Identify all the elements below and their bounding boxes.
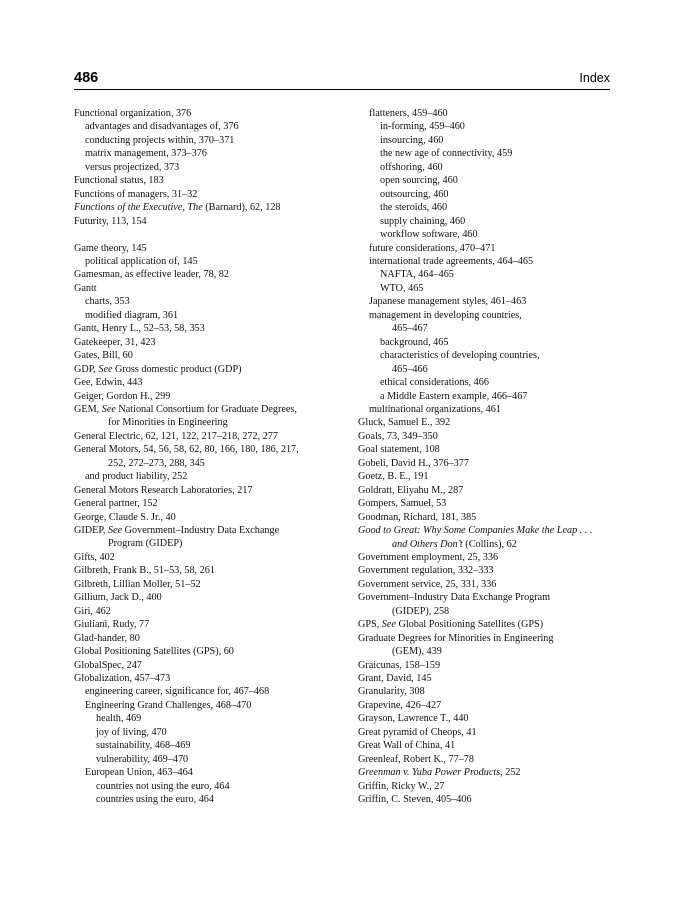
index-subsubentry: supply chaining, 460 <box>380 215 466 227</box>
index-entry-continuation: (GEM), 439 <box>392 646 442 658</box>
index-subsubentry: open sourcing, 460 <box>380 175 458 187</box>
index-subentry: advantages and disadvantages of, 376 <box>85 121 239 133</box>
see-reference: See <box>98 363 113 375</box>
index-entry: Gillium, Jack D., 400 <box>74 592 162 604</box>
index-entry <box>74 524 336 537</box>
entry-pages: (Barnard), 62, 128 <box>202 202 281 214</box>
index-entry: Great pyramid of Cheops, 41 <box>358 726 477 738</box>
index-subsubentry: background, 465 <box>380 336 449 348</box>
index-entry: Glad-hander, 80 <box>74 632 140 644</box>
index-entry: Giuliani, Rudy, 77 <box>74 619 150 631</box>
index-entry: Functional status, 183 <box>74 175 164 187</box>
index-subentry: political application of, 145 <box>85 255 198 267</box>
index-entry: GlobalSpec, 247 <box>74 659 142 671</box>
entry-target: Gross domestic product (GDP) <box>112 363 242 375</box>
index-entry: Grapevine, 426–427 <box>358 699 442 711</box>
index-entry: Griffin, C. Steven, 405–406 <box>358 794 472 806</box>
index-entry-continuation: for Minorities in Engineering <box>108 417 228 429</box>
entry-target: National Consortium for Graduate Degrees, <box>115 403 297 415</box>
book-title: Functions of the Executive, The <box>74 202 203 214</box>
index-entry: Futurity, 113, 154 <box>74 215 147 227</box>
see-reference: See <box>107 525 123 537</box>
index-entry: Gilbreth, Frank B., 51–53, 58, 261 <box>74 565 215 577</box>
index-subsubentry: sustainability, 468–469 <box>96 740 191 752</box>
index-entry: Goldratt, Eliyahu M., 287 <box>358 484 464 496</box>
index-subsubentry: health, 469 <box>96 713 142 725</box>
index-entry: George, Claude S. Jr., 40 <box>74 511 176 523</box>
index-entry-continuation: 252, 272–273, 288, 345 <box>108 457 205 469</box>
index-subsubentry: ethical considerations, 466 <box>380 377 489 389</box>
index-entry: Game theory, 145 <box>74 242 147 254</box>
entry-term: GEM, <box>74 403 102 415</box>
index-entry-continuation: Program (GIDEP) <box>108 538 183 550</box>
index-entry: Government–Industry Data Exchange Program <box>358 592 551 604</box>
entry-term: GIDEP, <box>74 525 108 537</box>
entry-pages: , 252 <box>500 767 521 779</box>
index-column-right <box>358 107 620 807</box>
index-entry: Government service, 25, 331, 336 <box>358 578 497 590</box>
index-subentry: management in developing countries, <box>369 309 522 321</box>
index-entry: General Motors, 54, 56, 58, 62, 80, 166, 180, 186, 217, <box>74 444 299 456</box>
index-subentry: modified diagram, 361 <box>85 309 179 321</box>
index-entry: General Electric, 62, 121, 122, 217–218, 272, 277 <box>74 430 278 442</box>
index-entry: Goetz, B. E., 191 <box>358 471 429 483</box>
index-subentry: multinational organizations, 461 <box>369 403 501 415</box>
index-subsubentry: NAFTA, 464–465 <box>380 269 454 281</box>
index-entry: Goals, 73, 349–350 <box>358 430 438 442</box>
index-entry: Graicunas, 158–159 <box>358 659 441 671</box>
case-title: Greenman v. Yuba Power Products <box>358 767 501 779</box>
index-entry: Grayson, Lawrence T., 440 <box>358 713 469 725</box>
index-subsubentry: the new age of connectivity, 459 <box>380 148 513 160</box>
index-entry-continuation: (GIDEP), 258 <box>392 605 450 617</box>
book-title: and Others Don’t <box>392 538 463 550</box>
index-subentry: international trade agreements, 464–465 <box>369 255 534 267</box>
index-entry: Great Wall of China, 41 <box>358 740 456 752</box>
index-entry: Gompers, Samuel, 53 <box>358 498 447 510</box>
index-subentry: charts, 353 <box>85 296 130 308</box>
index-subentry: future considerations, 470–471 <box>369 242 496 254</box>
page-header <box>74 70 610 90</box>
index-entry-continuation: 465–466 <box>392 363 428 375</box>
index-entry: Granularity, 308 <box>358 686 425 698</box>
entry-term: GDP, <box>74 363 99 375</box>
index-entry: Grant, David, 145 <box>358 673 432 685</box>
index-entry: Gamesman, as effective leader, 78, 82 <box>74 269 229 281</box>
index-subsubentry: workflow software, 460 <box>380 229 478 241</box>
index-subsubentry: joy of living, 470 <box>96 726 167 738</box>
index-entry: Gluck, Samuel E., 392 <box>358 417 451 429</box>
book-title: Good to Great: Why Some Companies Make the Leap . . . <box>358 525 593 537</box>
header-rule <box>74 89 610 90</box>
entry-target: Global Positioning Satellites (GPS) <box>395 619 544 631</box>
index-subentry: conducting projects within, 370–371 <box>85 134 235 146</box>
index-entry <box>74 403 336 416</box>
index-subsubentry: insourcing, 460 <box>380 134 444 146</box>
entry-pages: (Collins), 62 <box>462 538 517 550</box>
index-entry: Goal statement, 108 <box>358 444 440 456</box>
index-entry: Functions of managers, 31–32 <box>74 188 198 200</box>
index-subsubentry: the steroids, 460 <box>380 202 448 214</box>
index-entry <box>358 524 620 537</box>
index-entry: Gates, Bill, 60 <box>74 350 133 362</box>
index-entry: Global Positioning Satellites (GPS), 60 <box>74 646 234 658</box>
index-entry: Griffin, Ricky W., 27 <box>358 780 445 792</box>
index-entry: Greenleaf, Robert K., 77–78 <box>358 753 474 765</box>
index-entry: Gee, Edwin, 443 <box>74 377 143 389</box>
see-reference: See <box>381 619 396 631</box>
index-entry: Geiger, Gordon H., 299 <box>74 390 171 402</box>
index-entry <box>358 766 620 779</box>
index-subentry: European Union, 463–464 <box>85 767 193 779</box>
index-subentry: and product liability, 252 <box>85 471 188 483</box>
index-entry: General Motors Research Laboratories, 217 <box>74 484 253 496</box>
index-entry: Goodman, Richard, 181, 385 <box>358 511 477 523</box>
index-entry-continuation <box>358 538 620 551</box>
index-entry: Globalization, 457–473 <box>74 673 171 685</box>
index-subsubentry: countries not using the euro, 464 <box>96 780 230 792</box>
index-entry: Government regulation, 332–333 <box>358 565 494 577</box>
entry-target: Government–Industry Data Exchange <box>122 525 280 537</box>
index-entry: Gantt, Henry L., 52–53, 58, 353 <box>74 323 205 335</box>
index-subsubentry: in-forming, 459–460 <box>380 121 465 133</box>
section-title: Index <box>579 71 610 85</box>
index-entry: Gatekeeper, 31, 423 <box>74 336 156 348</box>
index-subentry: flatteners, 459–460 <box>369 108 448 119</box>
index-subsubentry: countries using the euro, 464 <box>96 794 214 806</box>
index-entry: Government employment, 25, 336 <box>358 551 499 563</box>
index-subsubentry: outsourcing, 460 <box>380 188 449 200</box>
index-entry: Gilbreth, Lillian Moller, 51–52 <box>74 578 201 590</box>
index-subsubentry: WTO, 465 <box>380 282 424 294</box>
index-entry: Gifts, 402 <box>74 551 115 563</box>
index-entry: Giri, 462 <box>74 605 111 617</box>
index-entry-continuation: 465–467 <box>392 323 428 335</box>
index-entry: Gobeli, David H., 376–377 <box>358 457 469 469</box>
entry-term: GPS, <box>358 619 382 631</box>
index-entry: General partner, 152 <box>74 498 158 510</box>
index-entry: Gantt <box>74 282 97 294</box>
index-subsubentry: vulnerability, 469–470 <box>96 753 189 765</box>
index-subsubentry: a Middle Eastern example, 466–467 <box>380 390 528 402</box>
index-subsubentry: characteristics of developing countries, <box>380 350 540 362</box>
index-entry <box>74 201 336 214</box>
index-entry <box>74 363 336 376</box>
index-column-left <box>74 107 336 807</box>
index-subentry: versus projectized, 373 <box>85 161 180 173</box>
see-reference: See <box>101 403 116 415</box>
index-entry <box>358 618 620 631</box>
letter-gap <box>74 228 336 241</box>
index-entry: Graduate Degrees for Minorities in Engineering <box>358 632 554 644</box>
index-subentry: Japanese management styles, 461–463 <box>369 296 527 308</box>
index-subsubentry: offshoring, 460 <box>380 161 443 173</box>
index-subentry: Engineering Grand Challenges, 468–470 <box>85 699 252 711</box>
page-number: 486 <box>74 70 99 86</box>
index-subentry: engineering career, significance for, 467–468 <box>85 686 270 698</box>
index-subentry: matrix management, 373–376 <box>85 148 207 160</box>
index-entry: Functional organization, 376 <box>74 108 192 119</box>
